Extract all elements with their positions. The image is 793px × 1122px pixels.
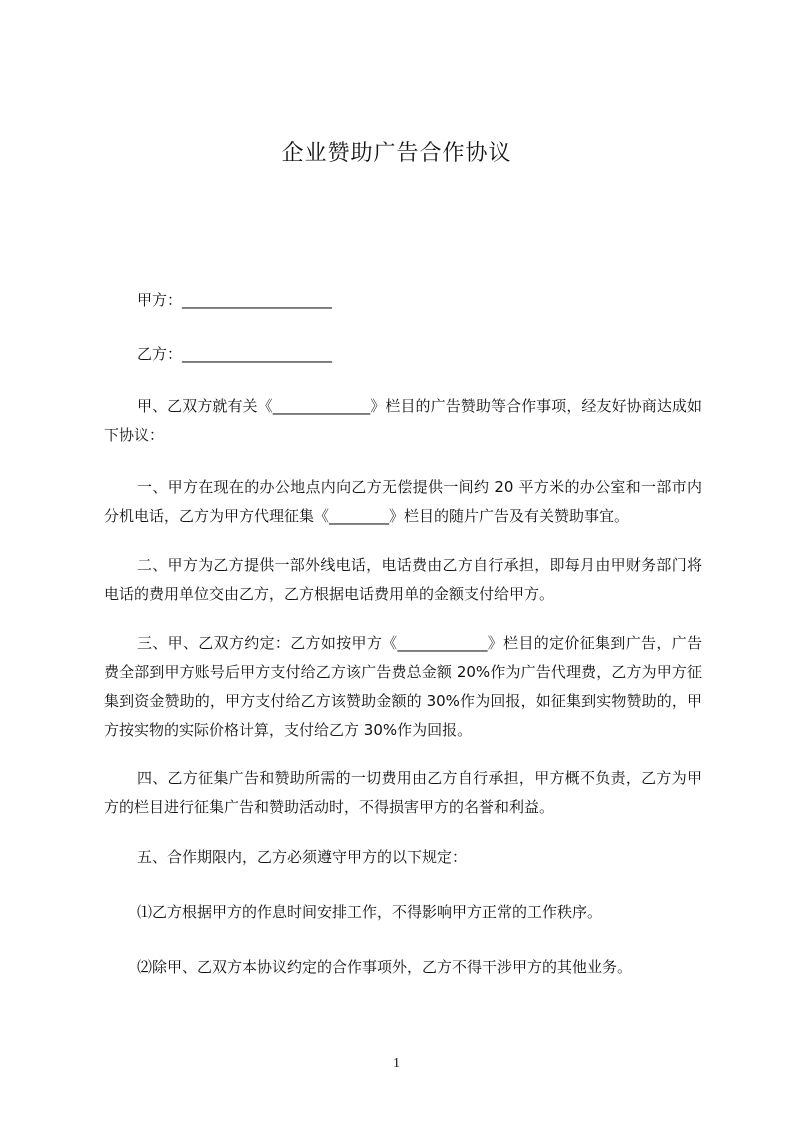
party-a-line: 甲方：____________________ [137,291,333,309]
clause-5: 五、合作期限内，乙方必须遵守甲方的以下规定： [137,848,468,866]
clause-3: 三、甲、乙双方约定：乙方如按甲方《____________》栏目的定价征集到广告，广告费全部到甲方账号后甲方支付给乙方该广告费总金额 20%作为广告代理费，乙方为甲方征集到资金赞助的，甲方支付给乙方该赞助金额的 30%作为回报，如征集到实物赞助的，甲方按实物的实际价格计算，支付给乙方 30%作为回报。 [104,634,702,739]
intro-paragraph: 甲、乙双方就有关《_____________》栏目的广告赞助等合作事项，经友好协商达成如下协议： [104,397,702,444]
clause-4: 四、乙方征集广告和赞助所需的一切费用由乙方自行承担，甲方概不负责，乙方为甲方的栏目进行征集广告和赞助活动时，不得损害甲方的名誉和利益。 [104,769,702,816]
page-title: 企业赞助广告合作协议 [281,141,512,166]
list-item: ⑴乙方根据甲方的作息时间安排工作，不得影响甲方正常的工作秩序。 [137,903,603,921]
clause-2: 二、甲方为乙方提供一部外线电话，电话费由乙方自行承担，即每月由甲财务部门将电话的费用单位交由乙方，乙方根据电话费用单的金额支付给甲方。 [104,556,702,603]
clause-1: 一、甲方在现在的办公地点内向乙方无偿提供一间约 20 平方米的办公室和一部市内分机电话，乙方为甲方代理征集《________》栏目的随片广告及有关赞助事宜。 [104,478,702,525]
list-item: ⑵除甲、乙双方本协议约定的合作事项外，乙方不得干涉甲方的其他业务。 [137,958,633,976]
page-number: 1 [393,1056,400,1071]
party-b-line: 乙方：____________________ [137,345,333,363]
